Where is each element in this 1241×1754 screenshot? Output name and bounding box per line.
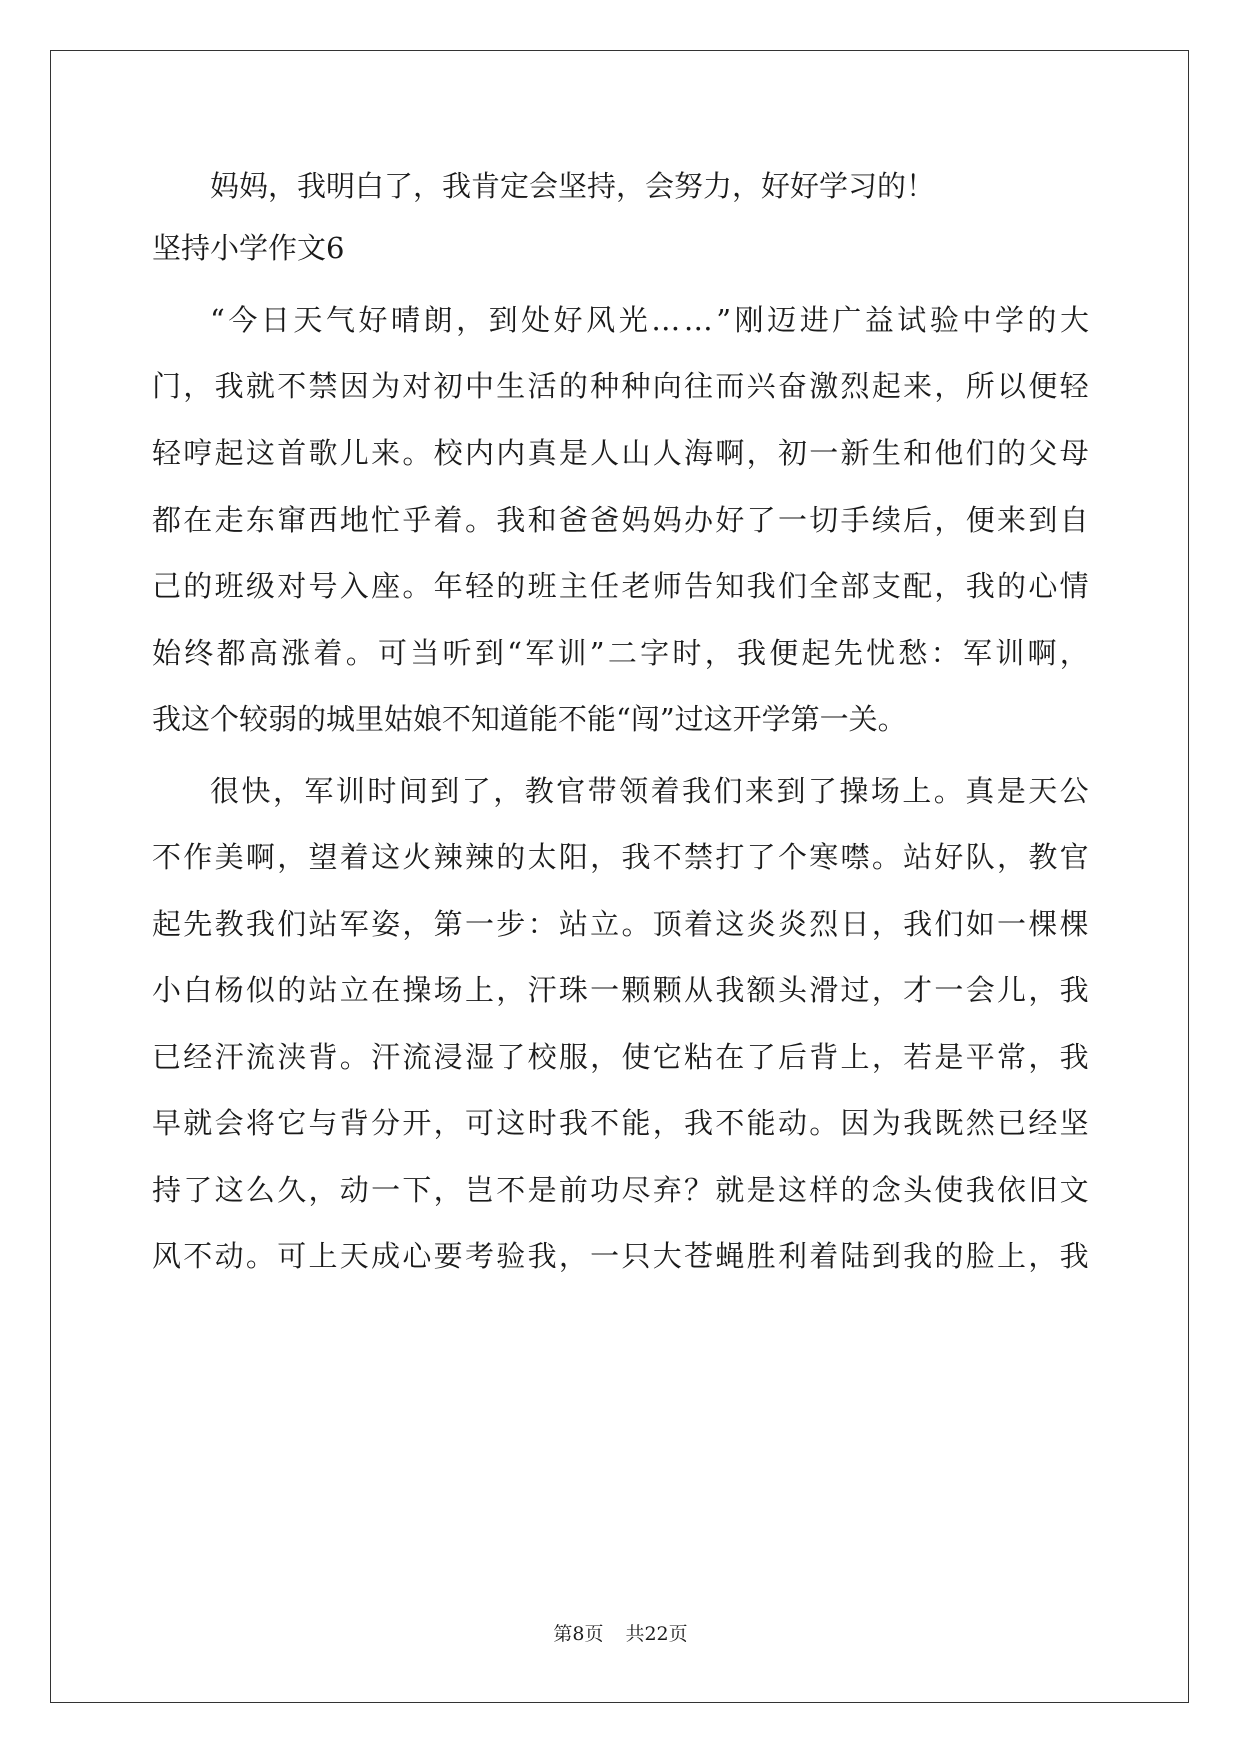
paragraph-line: 很 快 ， 军 训 时 间 到 了 ， 教 官 带 领 着 我 们 来 到 了 操 场 上 。 真 是 天 公 xyxy=(210,774,1089,808)
paragraph-line: 早 就 会 将 它 与 背 分 开 ， 可 这 时 我 不 能 ， 我 不 能 动 。 因 为 我 既 然 已 经 坚 xyxy=(152,1106,1089,1140)
paragraph-line: 都 在 走 东 窜 西 地 忙 乎 着 。 我 和 爸 爸 妈 妈 办 好 了 一 切 手 续 后 ， 便 来 到 自 xyxy=(152,503,1089,537)
page-number: 第8页 xyxy=(553,1623,604,1645)
paragraph-line: 风 不 动 。 可 上 天 成 心 要 考 验 我 ， 一 只 大 苍 蝇 胜 利 着 陆 到 我 的 脸 上 ， 我 xyxy=(152,1239,1089,1273)
paragraph-line: 持 了 这 么 久 ， 动 一 下 ， 岂 不 是 前 功 尽 弃 ？ 就 是 这 样 的 念 头 使 我 依 旧 文 xyxy=(152,1173,1089,1207)
section-heading: 坚持小学作文6 xyxy=(152,231,345,265)
paragraph-line: 起 先 教 我 们 站 军 姿 ， 第 一 步 ： 站 立 。 顶 着 这 炎 炎 烈 日 ， 我 们 如 一 棵 棵 xyxy=(152,907,1089,941)
paragraph-line: 轻 哼 起 这 首 歌 儿 来 。 校 内 内 真 是 人 山 人 海 啊 ， 初 一 新 生 和 他 们 的 父 母 xyxy=(152,436,1089,470)
paragraph-line: 已 经 汗 流 浃 背 。 汗 流 浸 湿 了 校 服 ， 使 它 粘 在 了 后 背 上 ， 若 是 平 常 ， 我 xyxy=(152,1040,1089,1074)
paragraph-line: 我这个较弱的城里姑娘不知道能不能“闯”过这开学第一关。 xyxy=(152,702,907,736)
paragraph-line: 小 白 杨 似 的 站 立 在 操 场 上 ， 汗 珠 一 颗 颗 从 我 额 头 滑 过 ， 才 一 会 儿 ， 我 xyxy=(152,973,1089,1007)
page-footer xyxy=(0,1622,1241,1646)
paragraph-line: “ 今 日 天 气 好 晴 朗 ， 到 处 好 风 光 … … ” 刚 迈 进 广 益 试 验 中 学 的 大 xyxy=(210,303,1089,337)
page-total: 共22页 xyxy=(625,1623,688,1645)
paragraph-line: 己 的 班 级 对 号 入 座 。 年 轻 的 班 主 任 老 师 告 知 我 们 全 部 支 配 ， 我 的 心 情 xyxy=(152,569,1089,603)
paragraph-line: 始 终 都 高 涨 着 。 可 当 听 到 “ 军 训 ” 二 字 时 ， 我 便 起 先 忧 愁 ： 军 训 啊 ， xyxy=(152,636,1089,670)
paragraph-line: 门 ， 我 就 不 禁 因 为 对 初 中 生 活 的 种 种 向 往 而 兴 奋 激 烈 起 来 ， 所 以 便 轻 xyxy=(152,369,1089,403)
paragraph-line: 不 作 美 啊 ， 望 着 这 火 辣 辣 的 太 阳 ， 我 不 禁 打 了 个 寒 噤 。 站 好 队 ， 教 官 xyxy=(152,840,1089,874)
paragraph-line: 妈妈，我明白了，我肯定会坚持，会努力，好好学习的！ xyxy=(210,169,936,203)
